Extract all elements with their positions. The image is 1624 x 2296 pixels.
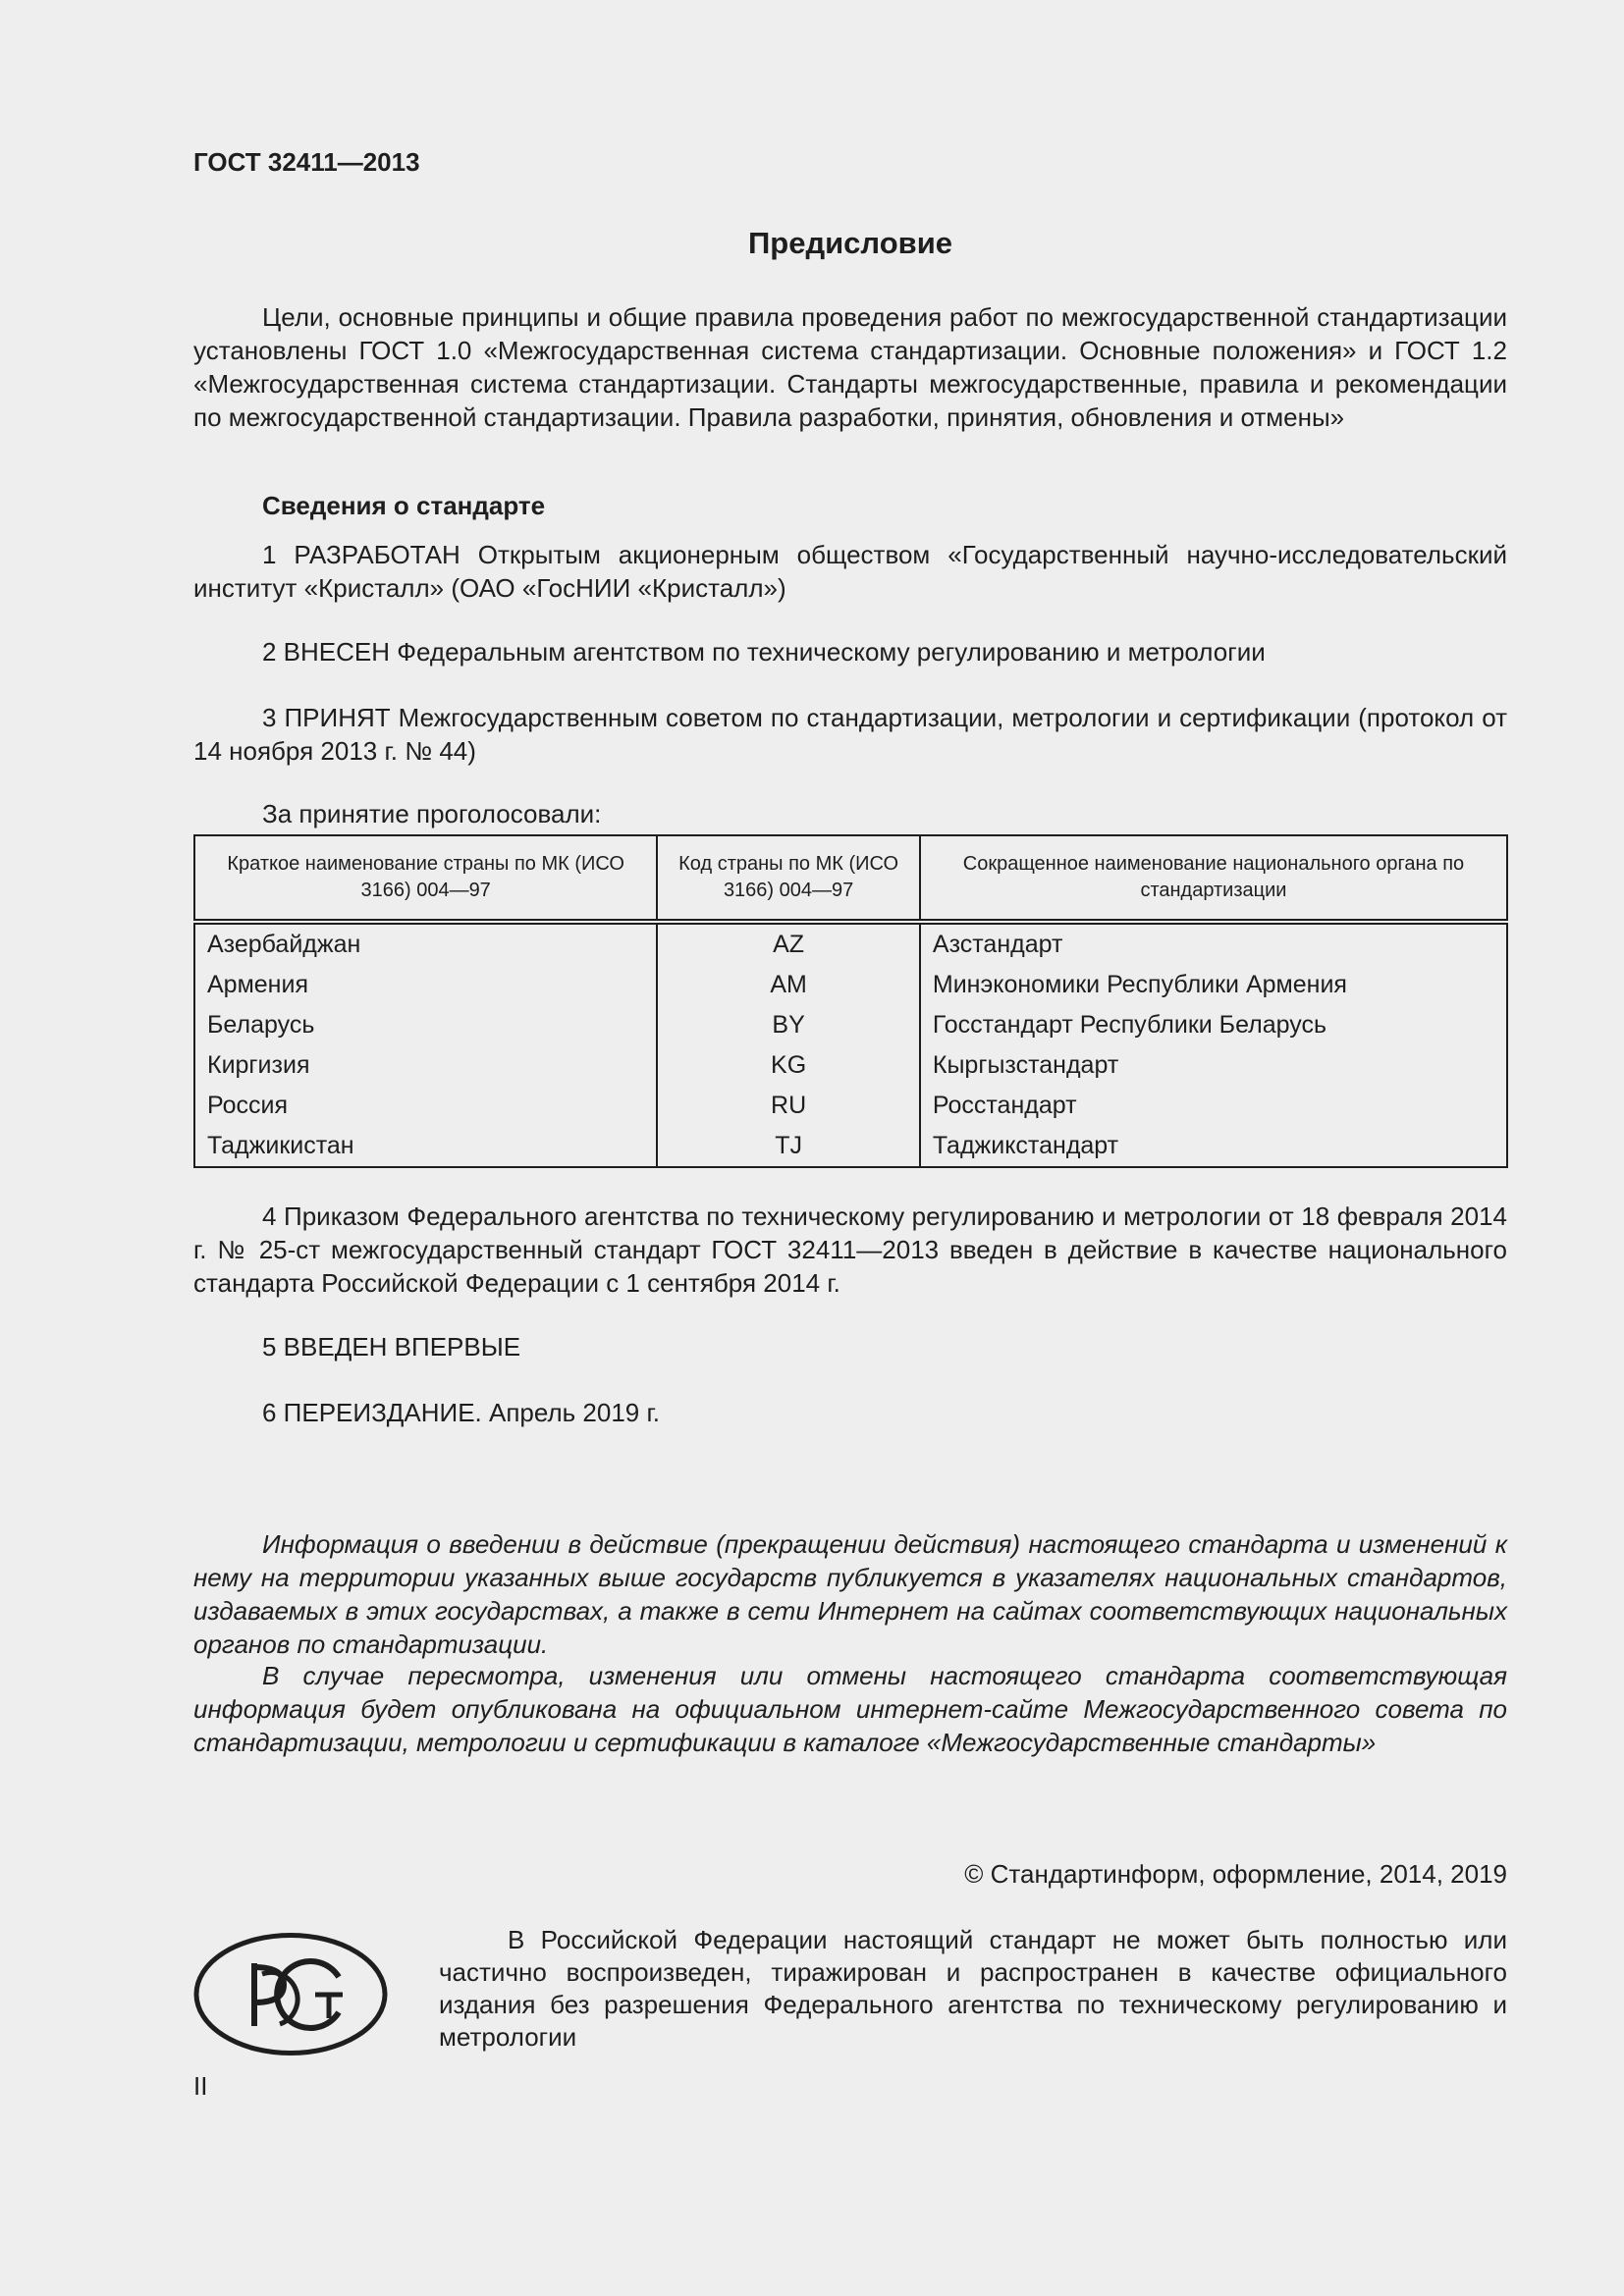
document-code: ГОСТ 32411—2013	[193, 147, 420, 177]
table-row	[194, 1126, 1507, 1167]
table-cell-code: BY	[657, 1005, 920, 1045]
item-3: 3 ПРИНЯТ Межгосударственным советом по стандартизации, метрологии и сертификации (протокол от 14 ноября 2013 г. № 44)	[193, 703, 1507, 766]
item-6: 6 ПЕРЕИЗДАНИЕ. Апрель 2019 г.	[262, 1398, 661, 1427]
section-heading: Сведения о стандарте	[262, 491, 546, 520]
table-cell-authority: Азстандарт	[920, 922, 1507, 965]
page-title: Предисловие	[747, 226, 952, 260]
table-row	[194, 965, 1507, 1005]
table-cell-authority: Кыргызстандарт	[920, 1045, 1507, 1086]
table-cell-authority: Минэкономики Республики Армения	[920, 965, 1507, 1005]
page-number: II	[193, 2071, 208, 2101]
table-row	[194, 1005, 1507, 1045]
table-cell-country: Киргизия	[194, 1045, 657, 1086]
item-1: 1 РАЗРАБОТАН Открытым акционерным обществом «Государственный научно-исследовательский институт «Кристалл» (ОАО «ГосНИИ «Кристалл»)	[193, 540, 1507, 603]
table-cell-code: TJ	[657, 1126, 920, 1167]
table-row	[194, 1045, 1507, 1086]
table-cell-country: Беларусь	[194, 1005, 657, 1045]
table-cell-country: Армения	[194, 965, 657, 1005]
info-paragraph-1: Информация о введении в действие (прекращении действия) настоящего стандарта и изменений к нему на территории указанных выше государств публикуется в указателях национальных стандартов, издаваемых в этих государствах, а также в сети Интернет на сайтах соответствующих национальных органов по стандартизации.	[193, 1529, 1507, 1659]
reproduction-notice: В Российской Федерации настоящий стандарт не может быть полностью или частично воспроизведен, тиражирован и распространен в качестве официального издания без разрешения Федерального агентства по техническому регулированию и метрологии	[439, 1925, 1507, 2052]
copyright-line: © Стандартинформ, оформление, 2014, 2019	[964, 1859, 1507, 1889]
table-cell-authority: Госстандарт Республики Беларусь	[920, 1005, 1507, 1045]
table-cell-code: AM	[657, 965, 920, 1005]
item-5: 5 ВВЕДЕН ВПЕРВЫЕ	[262, 1332, 521, 1362]
info-paragraph-2: В случае пересмотра, изменения или отмены настоящего стандарта соответствующая информация будет опубликована на официальном интернет-сайте Межгосударственного совета по стандартизации, метрологии и сертификации в каталоге «Межгосударственные стандарты»	[193, 1661, 1507, 1757]
voting-table	[193, 834, 1508, 1168]
table-cell-country: Азербайджан	[194, 922, 657, 965]
table-cell-country: Таджикистан	[194, 1126, 657, 1167]
table-row	[194, 1086, 1507, 1126]
table-header-row	[194, 835, 1507, 922]
table-header-code: Код страны по МК (ИСО 3166) 004—97	[657, 835, 920, 922]
table-cell-country: Россия	[194, 1086, 657, 1126]
item-4: 4 Приказом Федерального агентства по техническому регулированию и метрологии от 18 февраля 2014 г. № 25-ст межгосударственный стандарт ГОСТ 32411—2013 введен в действие в качестве национального стандарта Российской Федерации с 1 сентября 2014 г.	[193, 1201, 1507, 1298]
table-header-country: Краткое наименование страны по МК (ИСО 3166) 004—97	[194, 835, 657, 922]
table-row	[194, 922, 1507, 965]
intro-paragraph: Цели, основные принципы и общие правила проведения работ по межгосударственной стандартизации установлены ГОСТ 1.0 «Межгосударственная система стандартизации. Основные положения» и ГОСТ 1.2 «Межгосударственная система стандартизации. Стандарты межгосударственные, правила и рекомендации по межгосударственной стандартизации. Правила разработки, принятия, обновления и отмены»	[193, 302, 1507, 432]
table-cell-code: KG	[657, 1045, 920, 1086]
voted-label: За принятие проголосовали:	[262, 799, 602, 828]
table-cell-code: AZ	[657, 922, 920, 965]
rst-certification-mark-icon	[193, 1932, 388, 2056]
table-cell-code: RU	[657, 1086, 920, 1126]
item-2: 2 ВНЕСЕН Федеральным агентством по техническому регулированию и метрологии	[262, 637, 1266, 667]
table-header-authority: Сокращенное наименование национального органа по стандартизации	[920, 835, 1507, 922]
table-cell-authority: Таджикстандарт	[920, 1126, 1507, 1167]
table-cell-authority: Росстандарт	[920, 1086, 1507, 1126]
